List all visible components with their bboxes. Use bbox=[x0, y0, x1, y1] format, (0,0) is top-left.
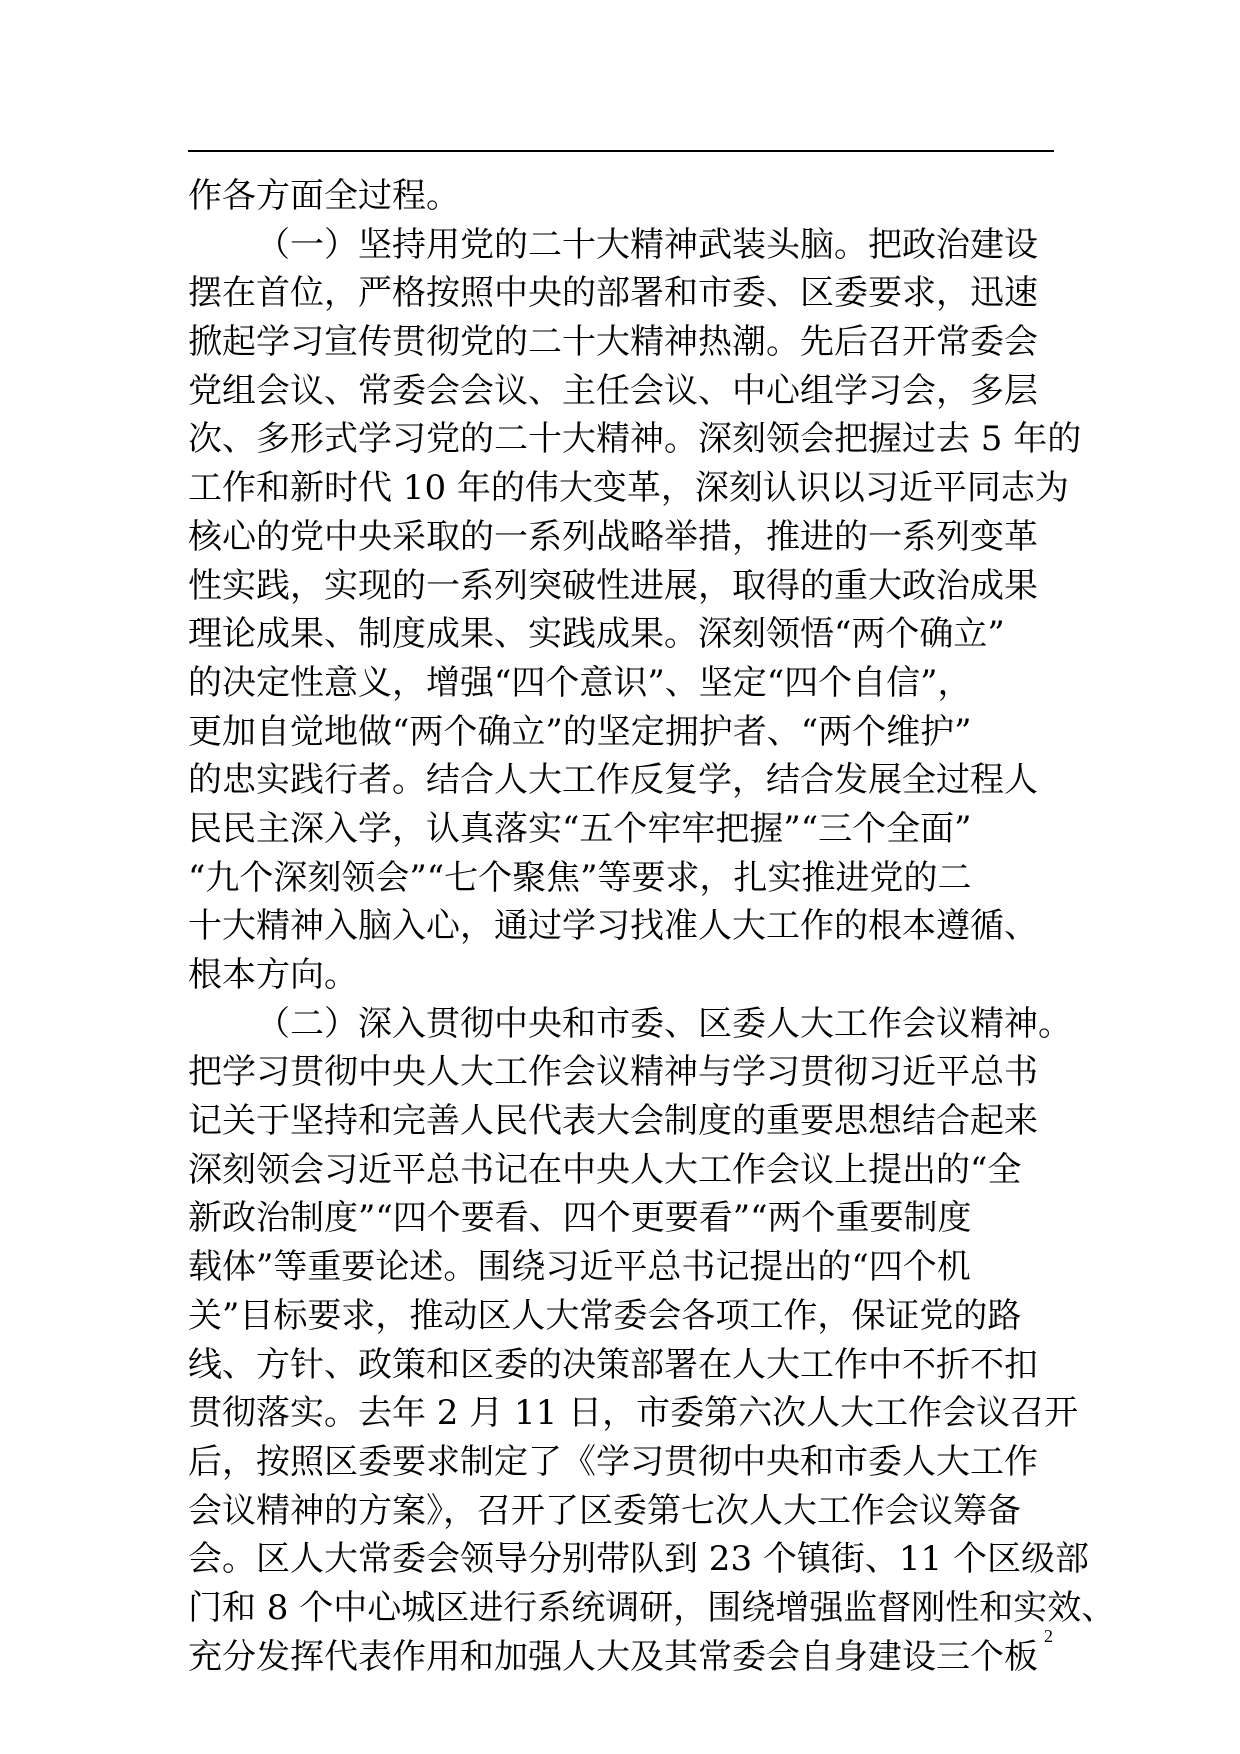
text-line: 根本方向。 bbox=[188, 955, 358, 995]
text-line: 民民主深入学，认真落实“五个牢牢把握”“三个全面” bbox=[188, 808, 972, 849]
text-line: 贯彻落实。去年 2 月 11 日，市委第六次人大工作会议召开 bbox=[188, 1393, 1079, 1434]
body-text bbox=[188, 172, 1116, 1681]
text-line: “九个深刻领会”“七个聚焦”等要求，扎实推进党的二 bbox=[188, 857, 972, 898]
text-line: 工作和新时代 10 年的伟大变革，深刻认识以习近平同志为 bbox=[188, 468, 1069, 509]
section-heading-line: （一）坚持用党的二十大精神武装头脑。把政治建设 bbox=[256, 224, 1038, 265]
text-line: 充分发挥代表作用和加强人大及其常委会自身建设三个板 bbox=[188, 1636, 1038, 1677]
text-line: 性实践，实现的一系列突破性进展，取得的重大政治成果 bbox=[188, 565, 1038, 606]
section-heading-line: （二）深入贯彻中央和市委、区委人大工作会议精神。 bbox=[256, 1003, 1072, 1044]
text-line: 更加自觉地做“两个确立”的坚定拥护者、“两个维护” bbox=[188, 711, 972, 752]
text-line: 载体”等重要论述。围绕习近平总书记提出的“四个机 bbox=[188, 1247, 971, 1288]
text-line: 关”目标要求，推动区人大常委会各项工作，保证党的路 bbox=[188, 1295, 1022, 1336]
text-line: 核心的党中央采取的一系列战略举措，推进的一系列变革 bbox=[188, 516, 1038, 557]
text-line: 后，按照区委要求制定了《学习贯彻中央和市委人大工作 bbox=[188, 1441, 1038, 1482]
text-line: 记关于坚持和完善人民代表大会制度的重要思想结合起来 bbox=[188, 1101, 1038, 1142]
text-line: 理论成果、制度成果、实践成果。深刻领悟“两个确立” bbox=[188, 614, 1005, 655]
text-line: 掀起学习宣传贯彻党的二十大精神热潮。先后召开常委会 bbox=[188, 322, 1038, 363]
text-line: 会。区人大常委会领导分别带队到 23 个镇街、11 个区级部 bbox=[188, 1539, 1089, 1580]
text-line: 深刻领会习近平总书记在中央人大工作会议上提出的“全 bbox=[188, 1149, 1022, 1190]
text-line: 摆在首位，严格按照中央的部署和市委、区委要求，迅速 bbox=[188, 273, 1038, 314]
text-line: 十大精神入脑入心，通过学习找准人大工作的根本遵循、 bbox=[188, 906, 1038, 947]
header-rule bbox=[188, 150, 1054, 152]
text-line: 作各方面全过程。 bbox=[188, 176, 460, 216]
text-line: 新政治制度”“四个要看、四个更要看”“两个重要制度 bbox=[188, 1198, 972, 1239]
text-line: 的决定性意义，增强“四个意识”、坚定“四个自信”， bbox=[188, 662, 972, 703]
text-line: 会议精神的方案》，召开了区委第七次人大工作会议筹备 bbox=[188, 1490, 1021, 1531]
page-number: 2 bbox=[1044, 1626, 1053, 1646]
text-line: 把学习贯彻中央人大工作会议精神与学习贯彻习近平总书 bbox=[188, 1052, 1038, 1093]
text-line: 的忠实践行者。结合人大工作反复学，结合发展全过程人 bbox=[188, 760, 1038, 801]
text-line: 门和 8 个中心城区进行系统调研，围绕增强监督刚性和实效、 bbox=[188, 1587, 1116, 1628]
text-line: 线、方针、政策和区委的决策部署在人大工作中不折不扣 bbox=[188, 1344, 1038, 1385]
text-line: 党组会议、常委会会议、主任会议、中心组学习会，多层 bbox=[188, 370, 1038, 411]
text-line: 次、多形式学习党的二十大精神。深刻领会把握过去 5 年的 bbox=[188, 419, 1082, 460]
